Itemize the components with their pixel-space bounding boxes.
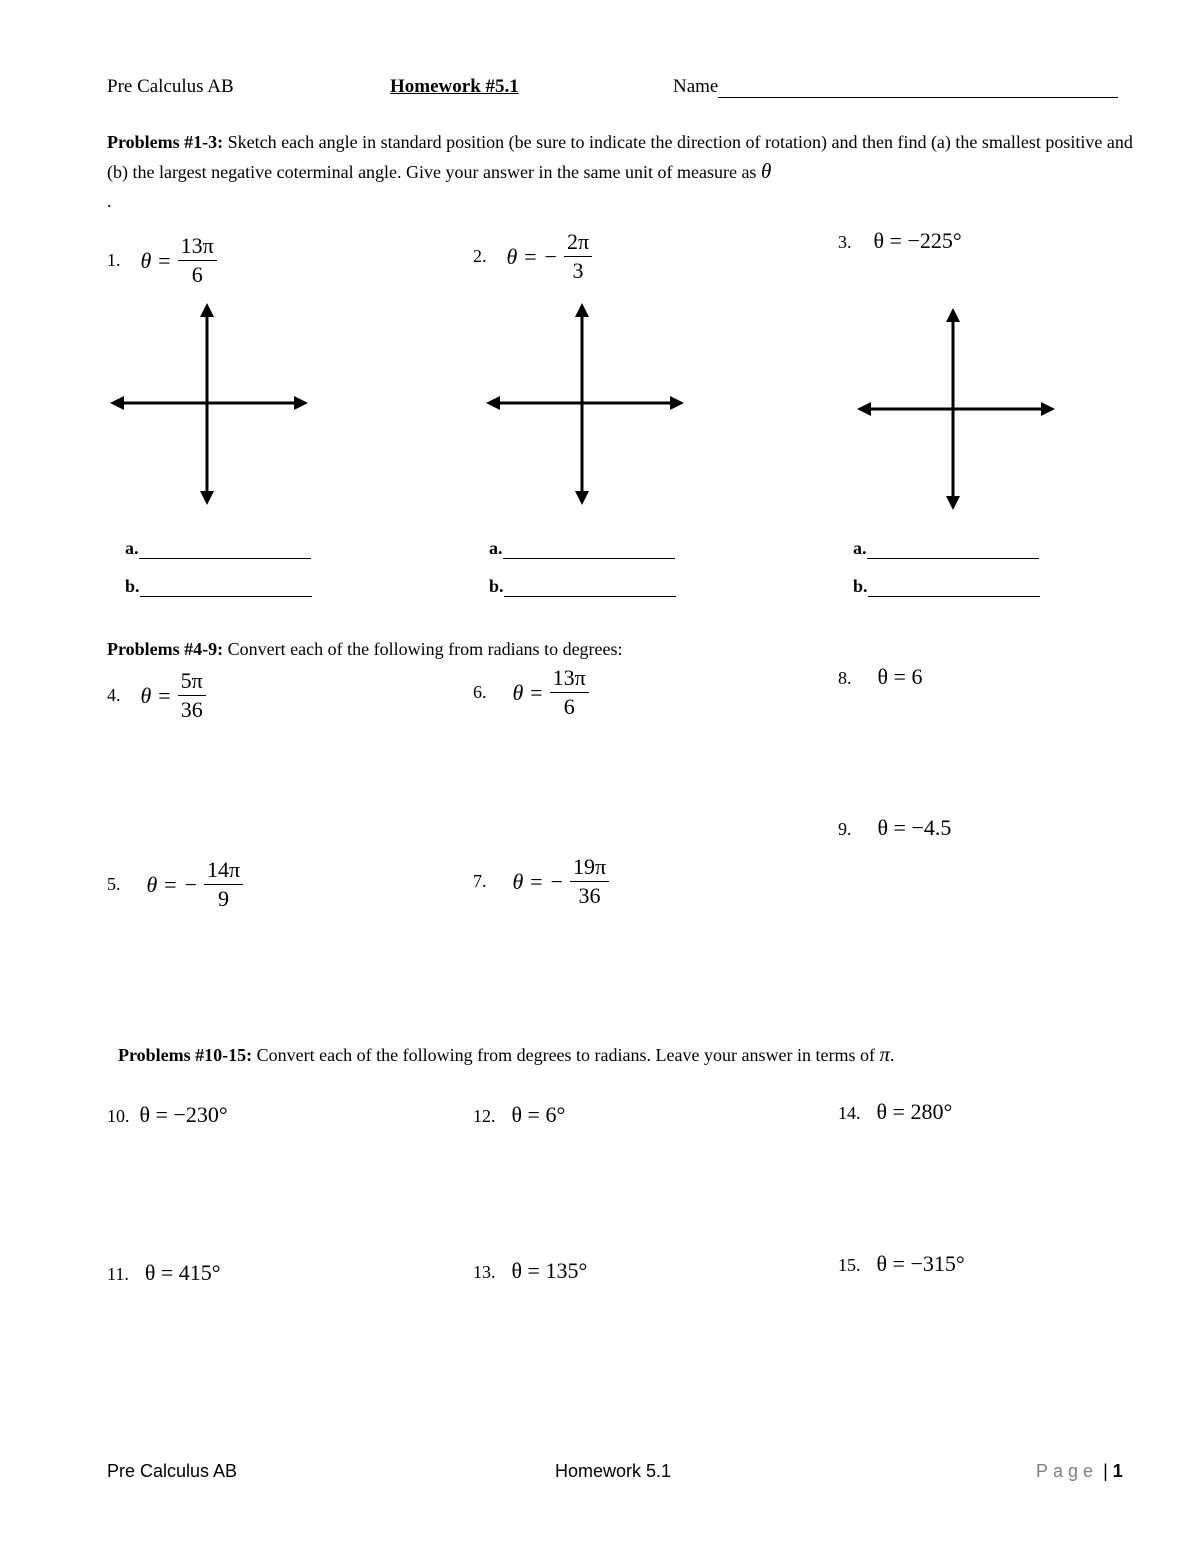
problem-expression: θ = 135° <box>511 1258 588 1283</box>
footer-page-label: Page <box>1036 1461 1099 1481</box>
problem-expression: θ = 6 <box>877 664 923 689</box>
section2-text: Convert each of the following from radians to degrees: <box>223 639 623 659</box>
problem-number: 6. <box>473 682 487 702</box>
problem-15 <box>838 1251 965 1277</box>
answer-a-3 <box>853 538 1039 559</box>
footer-course: Pre Calculus AB <box>107 1461 238 1481</box>
section1-text: Sketch each angle in standard position (be sure to indicate the direction of rotation) and then find (a) the smallest positive and (b) the largest negative coterminal angle. Give your answer in the same unit of measure as <box>107 132 1133 182</box>
problem-lhs: θ = <box>512 679 544 705</box>
section2-instructions <box>107 639 623 660</box>
section3-text: Convert each of the following from degrees to radians. Leave your answer in terms of <box>252 1045 880 1065</box>
problem-expression: θ = 6° <box>511 1102 566 1127</box>
problem-9 <box>838 815 951 841</box>
numerator: 2π <box>564 228 592 257</box>
section1-trailing-period: . <box>107 191 112 211</box>
numerator: 13π <box>178 232 217 261</box>
problem-number: 5. <box>107 874 121 894</box>
coordinate-axes-2 <box>483 300 687 510</box>
problem-lhs: θ = − <box>506 243 558 269</box>
problem-2 <box>473 228 592 285</box>
numerator: 13π <box>550 664 589 693</box>
problem-expression: θ = 415° <box>144 1260 221 1285</box>
footer-title: Homework 5.1 <box>555 1461 672 1481</box>
problem-4 <box>107 667 206 724</box>
problem-3 <box>838 228 962 254</box>
fraction <box>178 667 206 724</box>
numerator: 14π <box>204 856 243 885</box>
problem-expression: θ = −4.5 <box>877 815 952 840</box>
name-blank-line <box>718 77 1118 98</box>
problem-number: 10. <box>107 1106 130 1126</box>
answer-a-label: a. <box>125 538 139 558</box>
course-name: Pre Calculus AB <box>107 76 234 97</box>
answer-b-2 <box>489 576 676 597</box>
section3-trailing-period: . <box>889 1045 895 1065</box>
name-label: Name <box>673 76 719 97</box>
answer-blank <box>868 578 1040 597</box>
denominator: 9 <box>218 886 230 911</box>
answer-blank <box>504 578 676 597</box>
problem-number: 15. <box>838 1255 861 1275</box>
problem-number: 12. <box>473 1106 496 1126</box>
problem-number: 11. <box>107 1264 129 1284</box>
numerator: 5π <box>178 667 206 696</box>
footer-page-number: 1 <box>1112 1461 1123 1481</box>
footer-page-separator: | <box>1103 1461 1108 1481</box>
answer-blank <box>867 540 1039 559</box>
theta-symbol: θ <box>760 159 772 183</box>
name-field <box>673 76 1118 98</box>
problem-1 <box>107 232 217 289</box>
problem-13 <box>473 1258 587 1284</box>
numerator: 19π <box>570 853 609 882</box>
answer-a-2 <box>489 538 675 559</box>
footer-page <box>1036 1461 1123 1482</box>
problem-number: 2. <box>473 246 487 266</box>
answer-b-3 <box>853 576 1040 597</box>
section2-label: Problems #4-9: <box>107 639 224 659</box>
answer-b-1 <box>125 576 312 597</box>
answer-blank <box>503 540 675 559</box>
answer-a-1 <box>125 538 311 559</box>
denominator: 3 <box>572 258 584 283</box>
answer-a-label: a. <box>853 538 867 558</box>
answer-blank <box>139 540 311 559</box>
problem-expression: θ = −225° <box>873 228 962 253</box>
problem-number: 8. <box>838 668 852 688</box>
problem-8 <box>838 664 922 690</box>
fraction <box>204 856 243 913</box>
fraction <box>564 228 592 285</box>
problem-number: 3. <box>838 232 852 252</box>
problem-expression: θ = 280° <box>876 1099 953 1124</box>
problem-expression: θ = −230° <box>139 1102 228 1127</box>
answer-b-label: b. <box>853 576 868 596</box>
fraction <box>570 853 609 910</box>
fraction <box>178 232 217 289</box>
problem-number: 14. <box>838 1103 861 1123</box>
section3-instructions <box>118 1042 894 1067</box>
coordinate-axes-3 <box>854 305 1058 515</box>
answer-b-label: b. <box>125 576 140 596</box>
answer-b-label: b. <box>489 576 504 596</box>
denominator: 36 <box>578 883 601 908</box>
answer-blank <box>140 578 312 597</box>
problem-10 <box>107 1102 228 1128</box>
denominator: 6 <box>563 694 575 719</box>
problem-7 <box>473 853 609 910</box>
denominator: 36 <box>180 697 203 722</box>
denominator: 6 <box>191 262 203 287</box>
problem-expression: θ = −315° <box>876 1251 965 1276</box>
problem-number: 7. <box>473 871 487 891</box>
problem-lhs: θ = <box>140 247 172 273</box>
problem-number: 9. <box>838 819 852 839</box>
problem-number: 4. <box>107 685 121 705</box>
fraction <box>550 664 589 721</box>
coordinate-axes-1 <box>107 300 311 510</box>
section3-label: Problems #10-15: <box>118 1045 253 1065</box>
problem-6 <box>473 664 589 721</box>
problem-5 <box>107 856 243 913</box>
pi-symbol: π <box>879 1042 890 1066</box>
problem-14 <box>838 1099 952 1125</box>
answer-a-label: a. <box>489 538 503 558</box>
section1-instructions <box>107 128 1137 216</box>
problem-number: 13. <box>473 1262 496 1282</box>
problem-lhs: θ = − <box>512 868 564 894</box>
homework-title: Homework #5.1 <box>390 76 519 97</box>
problem-11 <box>107 1260 221 1286</box>
problem-lhs: θ = − <box>146 871 198 897</box>
problem-number: 1. <box>107 250 121 270</box>
problem-12 <box>473 1102 565 1128</box>
section1-label: Problems #1-3: <box>107 132 224 152</box>
problem-lhs: θ = <box>140 682 172 708</box>
